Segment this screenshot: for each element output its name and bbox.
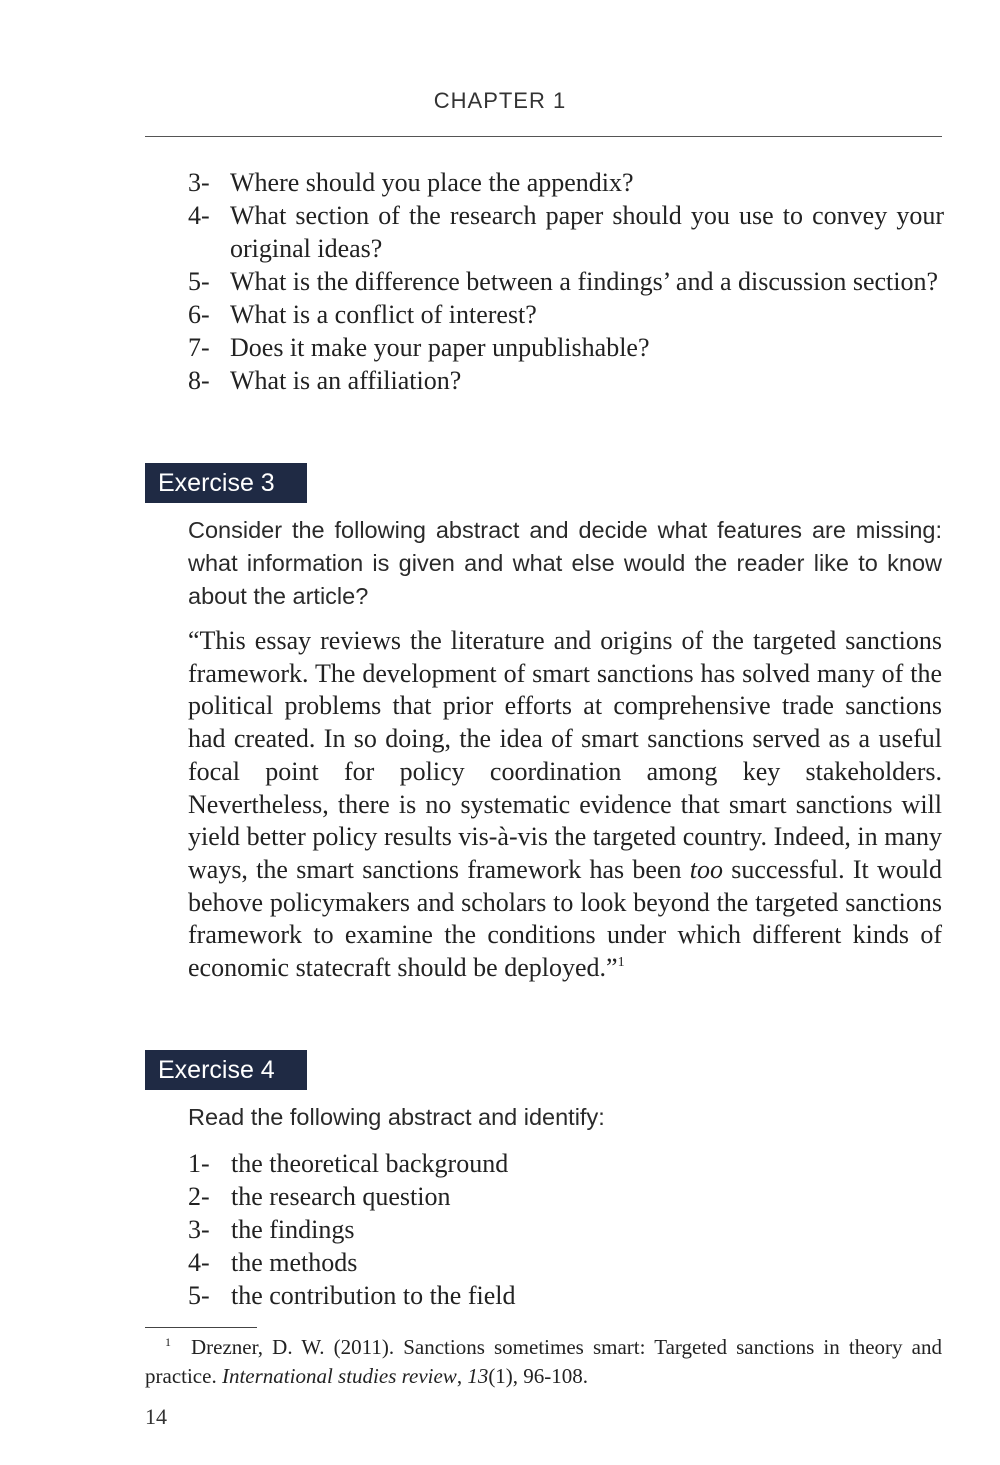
page-number: 14 — [145, 1404, 167, 1429]
item-text: the theoretical background — [231, 1149, 509, 1178]
item-number: 5- — [188, 267, 210, 296]
footnote-comma: , — [456, 1364, 468, 1388]
footnote-pages: (1), 96-108. — [488, 1364, 589, 1388]
item-text: What is a conflict of interest? — [230, 300, 537, 329]
footnote-volume: 13 — [467, 1364, 489, 1388]
footnote-citation: Drezner, D. W. (2011). Sanctions sometimes smart: Targeted sanctions in theory and practice. — [145, 1335, 942, 1388]
footnote-marker: 1 — [165, 1335, 171, 1349]
abstract-text-end: successful. It would behove policymakers and scholars to look beyond the targeted sanctions framework to examine the conditions under which different kinds of economic statecraft should be deployed.” — [188, 854, 942, 983]
item-text: What is the difference between a findings’ and a discussion section? — [230, 267, 939, 296]
list-item — [188, 1279, 888, 1312]
list-item — [188, 1147, 888, 1180]
list-item — [188, 298, 944, 331]
footnote — [145, 1333, 942, 1391]
footnote-journal: International studies review — [221, 1364, 457, 1388]
question-list — [188, 166, 944, 397]
abstract-italic-word: too — [689, 854, 723, 884]
list-item — [188, 1213, 888, 1246]
exercise-3-label: Exercise 3 — [145, 463, 307, 503]
item-number: 1- — [188, 1149, 210, 1178]
chapter-header: CHAPTER 1 — [433, 88, 567, 113]
item-text: What section of the research paper should you use to convey your original ideas? — [230, 201, 944, 263]
list-item — [188, 1180, 888, 1213]
item-number: 2- — [188, 1182, 210, 1211]
list-item — [188, 265, 944, 298]
item-number: 3- — [188, 1215, 210, 1244]
list-item — [188, 199, 944, 265]
item-text: the methods — [231, 1248, 358, 1277]
item-number: 4- — [188, 1248, 210, 1277]
footnote-marker-wrap — [145, 1333, 191, 1362]
abstract-text-start: “This essay reviews the literature and origins of the targeted sanctions framework. The development of smart sanctions has solved many of the political problems that prior efforts at comprehensive trade sanctions had created. In so doing, the idea of smart sanctions served as a useful focal point for policy coordination among key stakeholders. Nevertheless, there is no systematic evidence that smart sanctions will yield better policy results vis-à-vis the targeted country. Indeed, in many ways, the smart sanctions framework has been — [188, 626, 942, 884]
item-number: 4- — [188, 201, 210, 230]
abstract-quote — [188, 625, 942, 985]
identify-list — [188, 1147, 888, 1312]
item-text: Where should you place the appendix? — [230, 168, 634, 197]
list-item — [188, 331, 944, 364]
item-number: 6- — [188, 300, 210, 329]
item-text: the contribution to the field — [231, 1281, 516, 1310]
exercise-4-instruction: Read the following abstract and identify: — [188, 1104, 605, 1130]
list-item — [188, 364, 944, 397]
exercise-3-instruction: Consider the following abstract and decide what features are missing: what information is given and what else would the reader like to know about the article? — [188, 517, 942, 609]
item-number: 5- — [188, 1281, 210, 1310]
exercise-4-label: Exercise 4 — [145, 1050, 307, 1090]
item-number: 7- — [188, 333, 210, 362]
item-text: What is an affiliation? — [230, 366, 462, 395]
list-item — [188, 1246, 888, 1279]
item-text: the findings — [231, 1215, 355, 1244]
list-item — [188, 166, 944, 199]
item-number: 3- — [188, 168, 210, 197]
footnote-divider — [145, 1327, 257, 1328]
item-text: the research question — [231, 1182, 451, 1211]
footnote-reference: 1 — [617, 955, 625, 971]
item-text: Does it make your paper unpublishable? — [230, 333, 650, 362]
item-number: 8- — [188, 366, 210, 395]
header-divider — [145, 136, 942, 137]
